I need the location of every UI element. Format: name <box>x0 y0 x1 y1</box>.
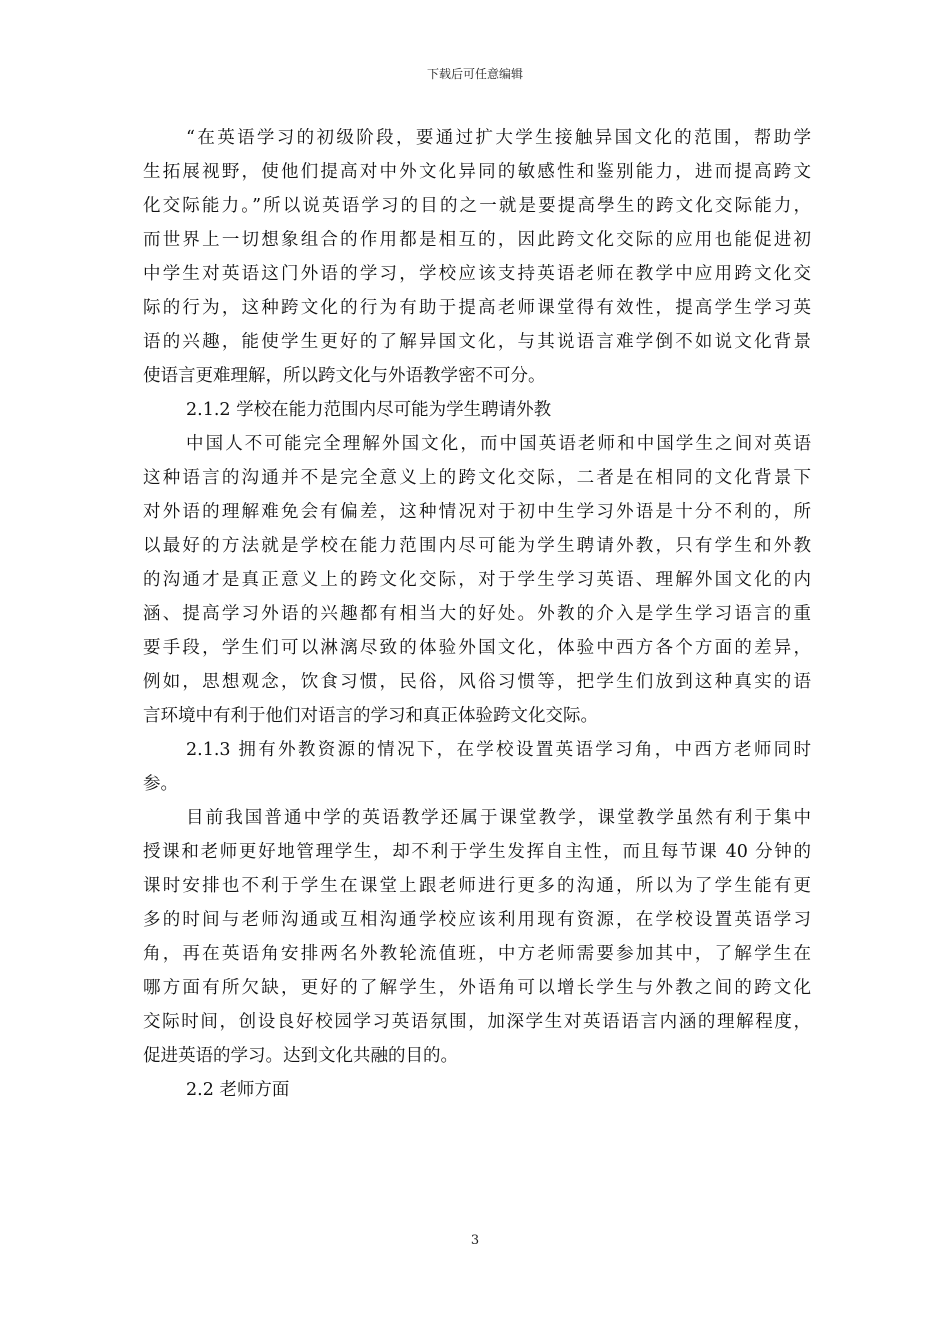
text-line: 哪方面有所欠缺，更好的了解学生，外语角可以增长学生与外教之间的跨文化 <box>143 978 811 998</box>
text-line: 而世界上一切想象组合的作用都是相互的，因此跨文化交际的应用也能促进初 <box>143 230 811 250</box>
text-line: 对外语的理解难免会有偏差，这种情况对于初中生学习外语是十分不利的，所 <box>143 502 811 522</box>
text-line: 生拓展视野，使他们提高对中外文化异同的敏感性和鉴别能力，进而提高跨文 <box>143 162 811 182</box>
text-line: 言环境中有利于他们对语言的学习和真正体验跨文化交际。 <box>143 706 598 726</box>
text-line: 2.2 老师方面 <box>186 1080 290 1100</box>
page-header: 下载后可任意编辑 <box>426 67 523 81</box>
text-line: 多的时间与老师沟通或互相沟通学校应该利用现有资源，在学校设置英语学习 <box>143 910 811 930</box>
text-line: 授课和老师更好地管理学生，却不利于学生发挥自主性，而且每节课 40 分钟的 <box>143 842 811 862</box>
text-line: 使语言更难理解，所以跨文化与外语教学密不可分。 <box>143 366 546 386</box>
text-line: 中学生对英语这门外语的学习，学校应该支持英语老师在教学中应用跨文化交 <box>143 264 811 284</box>
text-line: 涵、提高学习外语的兴趣都有相当大的好处。外教的介入是学生学习语言的重 <box>143 604 811 624</box>
text-line: 例如，思想观念，饮食习惯，民俗，风俗习惯等，把学生们放到这种真实的语 <box>143 672 811 692</box>
text-line: 这种语言的沟通并不是完全意义上的跨文化交际，二者是在相同的文化背景下 <box>143 468 811 488</box>
text-line: 中国人不可能完全理解外国文化，而中国英语老师和中国学生之间对英语 <box>186 434 811 454</box>
text-line: 的沟通才是真正意义上的跨文化交际，对于学生学习英语、理解外国文化的内 <box>143 570 811 590</box>
text-line: 语的兴趣，能使学生更好的了解异国文化，与其说语言难学倒不如说文化背景 <box>143 332 811 352</box>
text-line: 促进英语的学习。达到文化共融的目的。 <box>143 1046 458 1066</box>
page-number: 3 <box>470 1233 480 1248</box>
text-line: 角，再在英语角安排两名外教轮流值班，中方老师需要参加其中，了解学生在 <box>143 944 811 964</box>
text-line: 目前我国普通中学的英语教学还属于课堂教学，课堂教学虽然有利于集中 <box>186 808 811 828</box>
text-line: “在英语学习的初级阶段，要通过扩大学生接触异国文化的范围，帮助学 <box>186 128 811 148</box>
text-line: 课时安排也不利于学生在课堂上跟老师进行更多的沟通，所以为了学生能有更 <box>143 876 811 896</box>
document-body <box>143 121 811 1107</box>
text-line: 际的行为，这种跨文化的行为有助于提高老师课堂得有效性，提高学生学习英 <box>143 298 811 318</box>
text-line: 要手段，学生们可以淋漓尽致的体验外国文化，体验中西方各个方面的差异， <box>143 638 811 658</box>
text-line: 2.1.3 拥有外教资源的情况下，在学校设置英语学习角，中西方老师同时 <box>186 740 811 760</box>
text-line: 2.1.2 学校在能力范围内尽可能为学生聘请外教 <box>186 400 552 420</box>
text-line: 交际时间，创设良好校园学习英语氛围，加深学生对英语语言内涵的理解程度， <box>143 1012 811 1032</box>
text-line: 参。 <box>143 774 178 794</box>
text-line: 化交际能力。”所以说英语学习的目的之一就是要提高學生的跨文化交际能力， <box>143 196 811 216</box>
text-line: 以最好的方法就是学校在能力范围内尽可能为学生聘请外教，只有学生和外教 <box>143 536 811 556</box>
